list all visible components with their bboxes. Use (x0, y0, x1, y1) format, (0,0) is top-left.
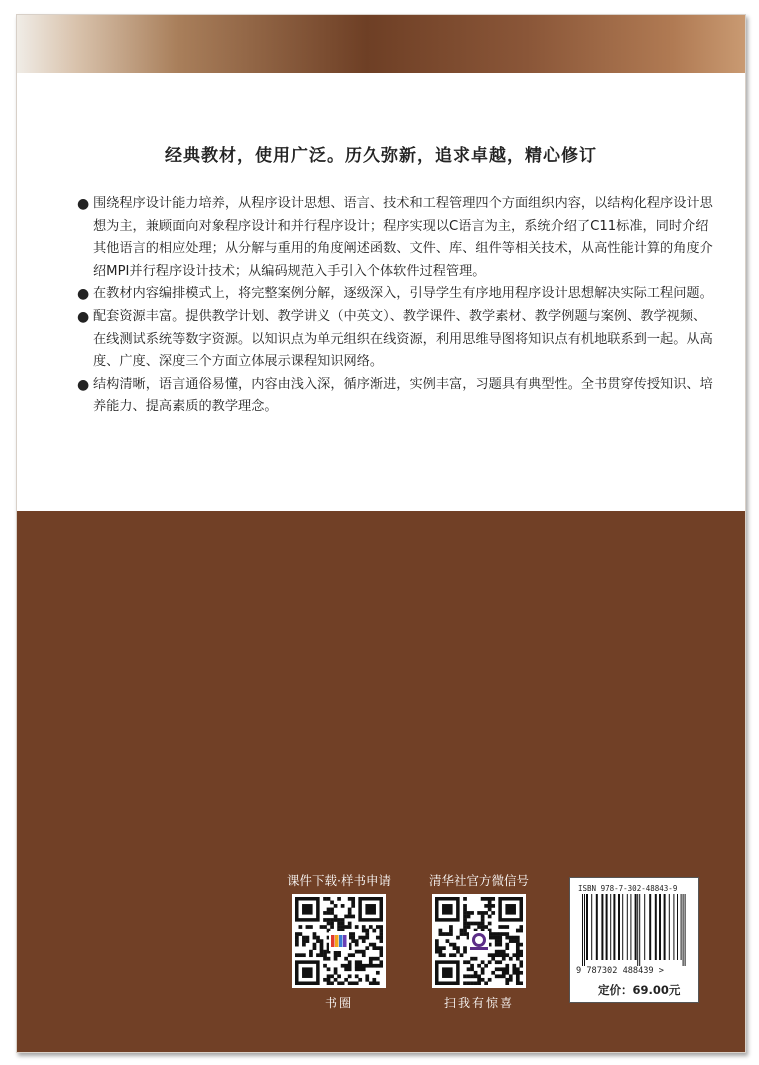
qr-title: 清华社官方微信号 (428, 873, 529, 888)
isbn-digits: 9 787302 488439 > (576, 966, 664, 976)
feature-list (79, 193, 717, 419)
top-gradient-band (17, 15, 745, 73)
list-item (79, 283, 717, 306)
barcode-icon (578, 894, 690, 966)
list-item-text: 围绕程序设计能力培养，从程序设计思想、语言、技术和工程管理四个方面组织内容，以结构化程序设计思想为主，兼顾面向对象程序设计和并行程序设计；程序实现以C语言为主，系统介绍了C11标准，同时介绍其他语言的相应处理；从分解与重用的角度阐述函数、文件、库、组件等相关技术，从高性能计算的角度介绍MPI并行程序设计技术；从编码规范入手引入个体软件过程管理。 (93, 196, 713, 279)
isbn-barcode-box (569, 877, 699, 1003)
bullet-dot-icon: ● (77, 376, 90, 393)
bullet-dot-icon: ● (77, 196, 90, 212)
qr-caption: 扫我有惊喜 (443, 996, 514, 1010)
qr-title: 课件下载·样书申请 (287, 873, 391, 888)
list-item-text: 在教材内容编排模式上，将完整案例分解，逐级深入，引导学生有序地用程序设计思想解决实际工程问题。 (93, 286, 713, 302)
bullet-dot-icon: ● (77, 286, 90, 303)
qr-block-wechat (423, 871, 535, 1011)
book-back-cover (16, 14, 746, 1053)
qr-code-icon (435, 897, 523, 985)
list-item-text: 配套资源丰富。提供教学计划、教学讲义（中英文）、教学课件、教学素材、教学例题与案例、教学视频、在线测试系统等数字资源。以知识点为单元组织在线资源，利用思维导图将知识点有机地联系到一起。从高度、广度、深度三个方面立体展示课程知识网络。 (93, 308, 713, 370)
list-item (79, 306, 717, 374)
qr-code-courseware[interactable] (292, 894, 386, 988)
qr-caption: 书圈 (324, 996, 353, 1010)
list-item (79, 193, 717, 283)
qr-block-courseware (283, 871, 395, 1011)
qr-code-icon (295, 897, 383, 985)
headline: 经典教材，使用广泛。历久弥新，追求卓越，精心修订 (165, 146, 597, 166)
list-item (79, 374, 717, 419)
qr-code-wechat[interactable] (432, 894, 526, 988)
list-item-text: 结构清晰，语言通俗易懂，内容由浅入深，循序渐进，实例丰富，习题具有典型性。全书贯穿传授知识、培养能力、提高素质的教学理念。 (93, 376, 713, 415)
bullet-dot-icon: ● (77, 308, 90, 325)
price-label: 定价：69.00元 (598, 983, 681, 997)
isbn-label: ISBN 978-7-302-48843-9 (578, 884, 678, 893)
